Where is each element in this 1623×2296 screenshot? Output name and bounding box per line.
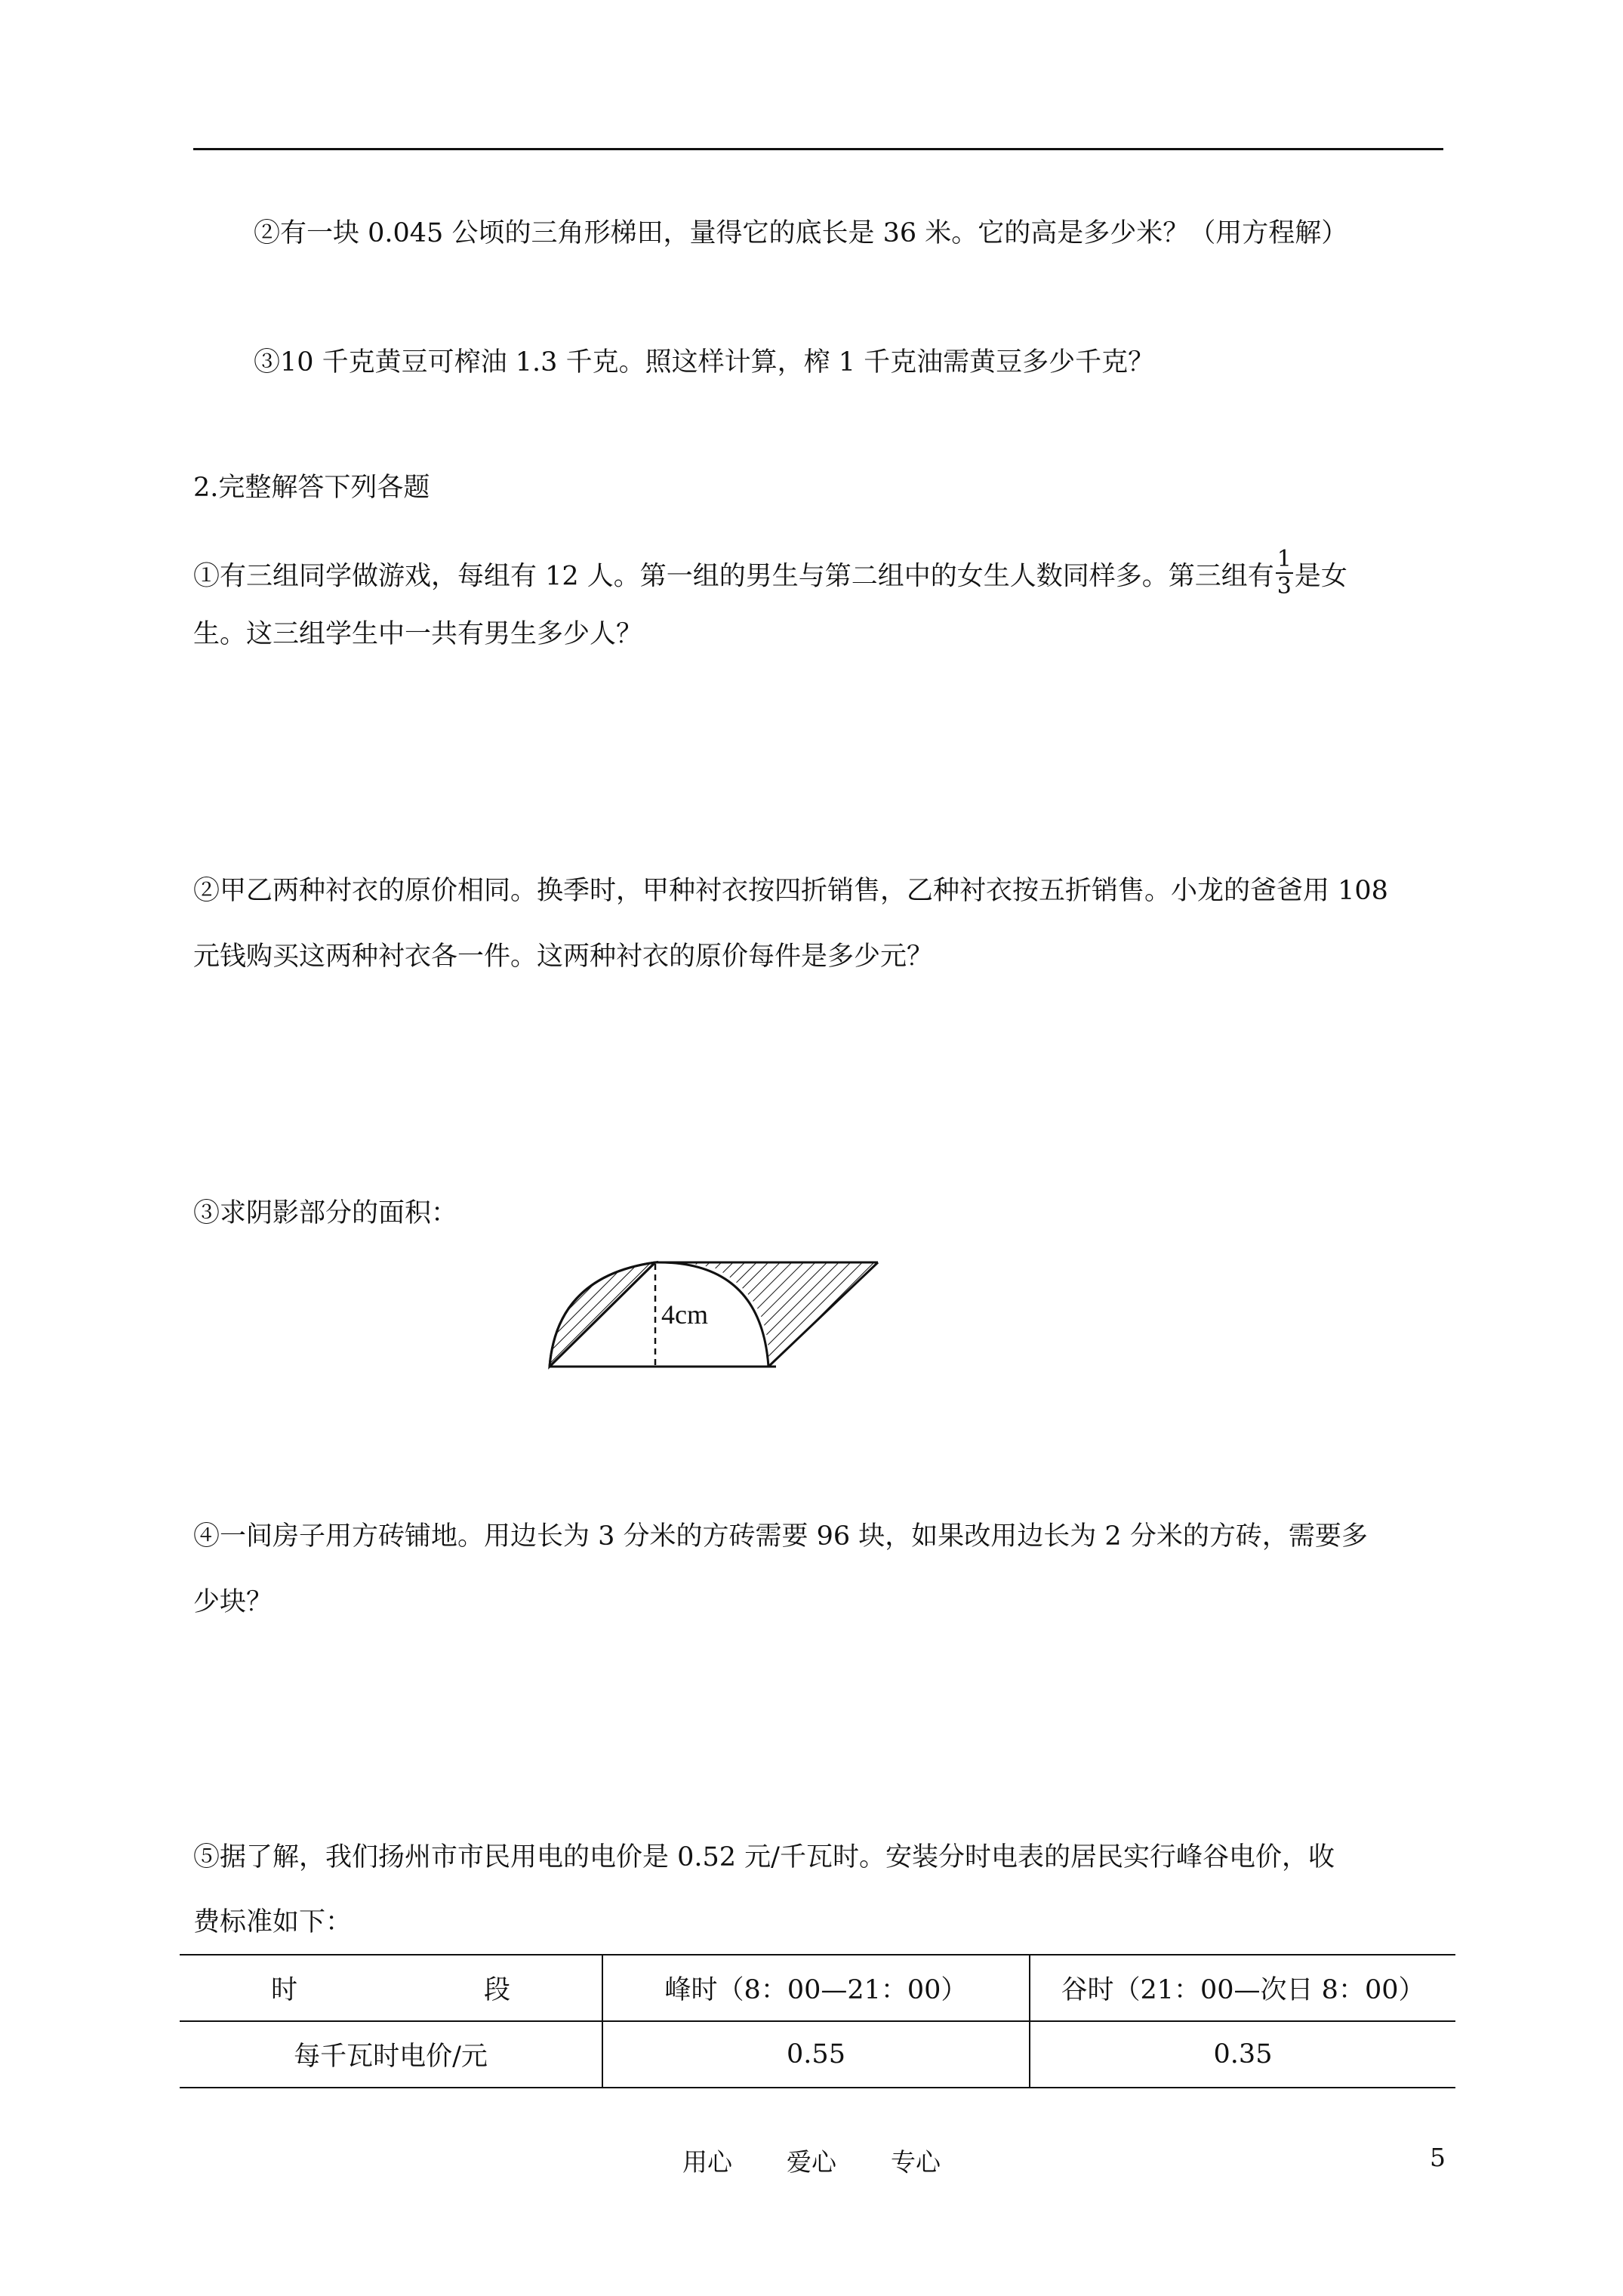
footer-word-1: 用心: [682, 2147, 732, 2177]
header-rule: [193, 148, 1443, 150]
fraction-denominator: 3: [1277, 573, 1292, 599]
s2-question-1-line2: 生。这三组学生中一共有男生多少人？: [193, 619, 643, 649]
header-seg-right: 段: [483, 1975, 510, 2005]
s2-question-5-line1: ⑤据了解，我们扬州市市民用电的电价是 0.52 元/千瓦时。安装分时电表的居民实行峰谷电价，收: [193, 1842, 1335, 1872]
header-period-cell: [180, 1955, 602, 2021]
shaded-area-figure: [542, 1253, 882, 1382]
header-seg-left: 时: [271, 1975, 298, 2005]
s2-question-4-line2: 少块？: [193, 1587, 273, 1617]
table-price-row: [180, 2021, 1455, 2088]
s2-question-5-line2: 费标准如下：: [193, 1907, 353, 1937]
fraction-numerator: 1: [1277, 546, 1292, 572]
question-2-area: ②有一块 0.045 公顷的三角形梯田，量得它的底长是 36 米。它的高是多少米？（用方程解）: [254, 218, 1348, 248]
question-3-soybean: ③10 千克黄豆可榨油 1.3 千克。照这样计算，榨 1 千克油需黄豆多少千克？: [254, 347, 1155, 378]
fraction-one-third: [1276, 547, 1293, 599]
peak-price-cell: 0.55: [602, 2021, 1030, 2088]
s2-q1-text-before: ①有三组同学做游戏，每组有 12 人。第一组的男生与第二组中的女生人数同样多。第三组有: [193, 561, 1274, 592]
s2-question-2-line2: 元钱购买这两种衬衣各一件。这两种衬衣的原价每件是多少元？: [193, 942, 934, 972]
s2-question-4-line1: ④一间房子用方砖铺地。用边长为 3 分米的方砖需要 96 块，如果改用边长为 2 分米的方砖，需要多: [193, 1521, 1368, 1552]
row-label-cell: 每千瓦时电价/元: [180, 2021, 602, 2088]
electricity-price-table: [180, 1954, 1455, 2088]
footer-word-2: 爱心: [787, 2147, 836, 2177]
table-header-row: [180, 1955, 1455, 2021]
page-number: 5: [1430, 2143, 1446, 2172]
footer-motto: [0, 2143, 1623, 2178]
s2-question-2-line1: ②甲乙两种衬衣的原价相同。换季时，甲种衬衣按四折销售，乙种衬衣按五折销售。小龙的爸爸用 108: [193, 876, 1388, 906]
height-label: 4cm: [661, 1299, 708, 1330]
s2-question-3: ③求阴影部分的面积：: [193, 1198, 458, 1228]
valley-price-cell: 0.35: [1030, 2021, 1455, 2088]
s2-q1-text-after: 是女: [1294, 561, 1347, 592]
section-2-heading: 2.完整解答下列各题: [193, 473, 430, 503]
footer-word-3: 专心: [891, 2147, 941, 2177]
header-valley-cell: 谷时（21：00—次日 8：00）: [1030, 1955, 1455, 2021]
header-peak-cell: 峰时（8：00—21：00）: [602, 1955, 1030, 2021]
s2-question-1-line1: [193, 546, 1347, 604]
